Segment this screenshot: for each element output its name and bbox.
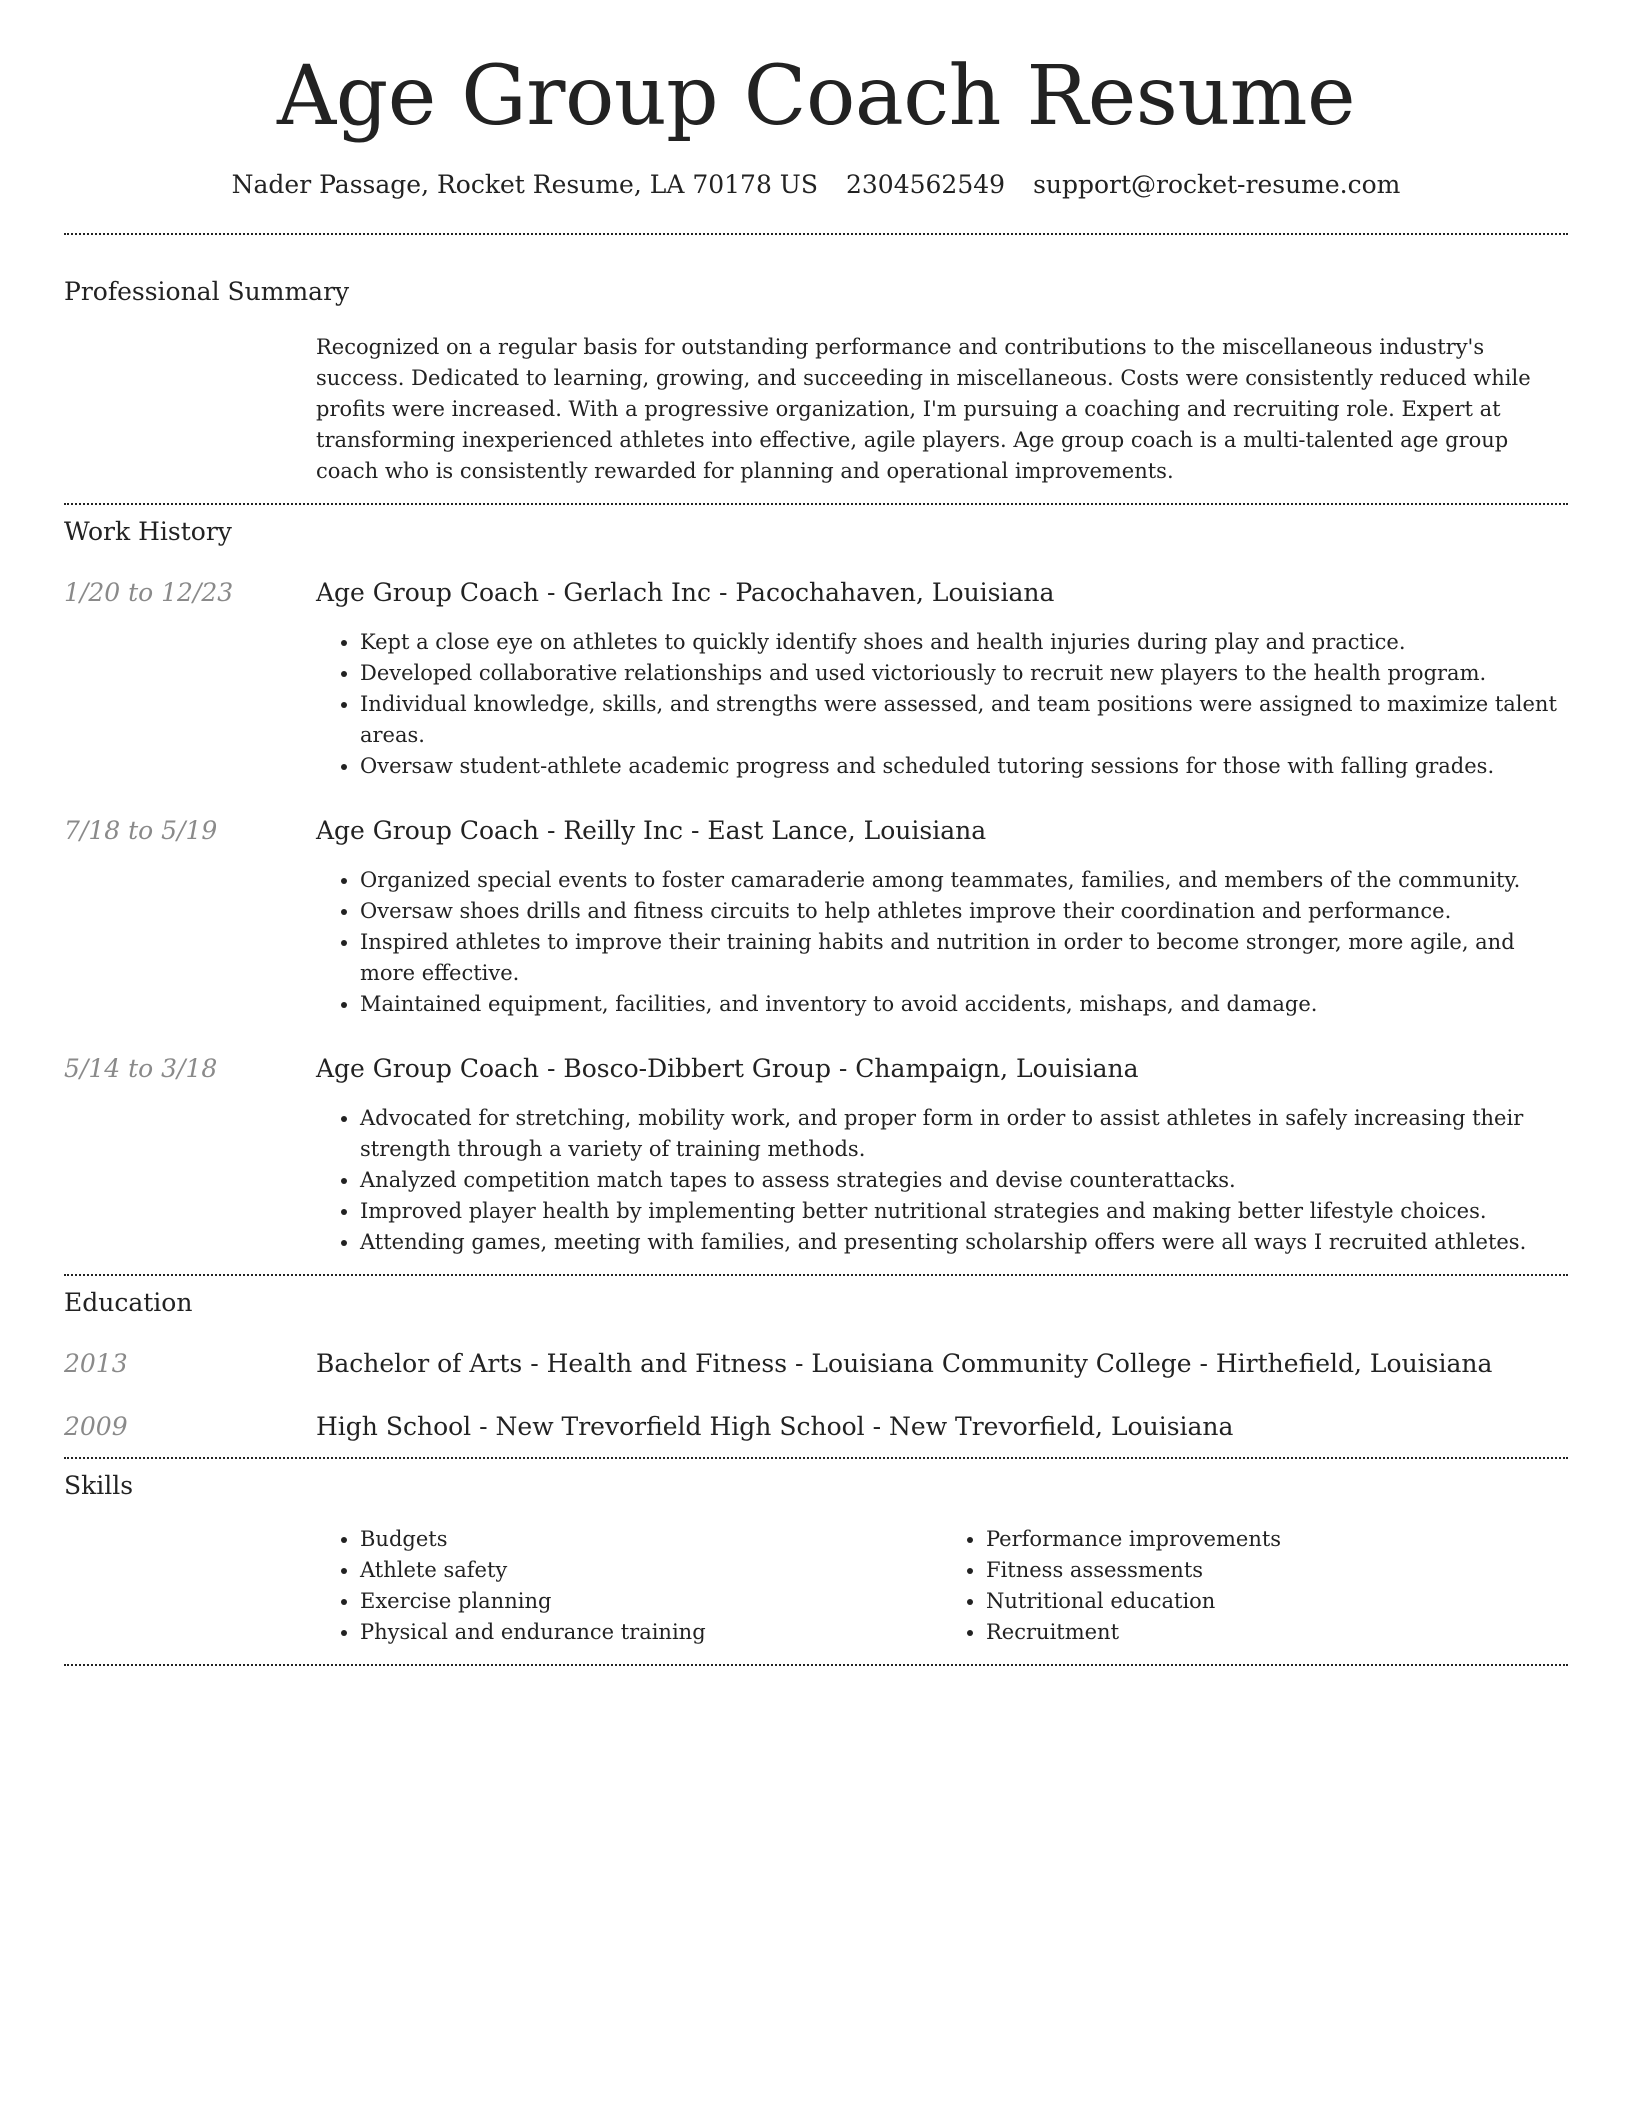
job-bullets: [316, 627, 1568, 782]
skill-item: • Performance improvements: [986, 1524, 1568, 1555]
skill-item: • Exercise planning: [360, 1586, 942, 1617]
contact-address: Nader Passage, Rocket Resume, LA 70178 US: [231, 170, 818, 199]
job-title: Age Group Coach - Reilly Inc - East Lance, Louisiana: [316, 816, 987, 845]
job-bullet: • Oversaw student-athlete academic progress and scheduled tutoring sessions for those with falling grades.: [360, 751, 1568, 782]
job-entry: [64, 816, 1568, 1020]
skill-item: • Athlete safety: [360, 1555, 942, 1586]
skill-item: • Nutritional education: [986, 1586, 1568, 1617]
skills-column-right: [942, 1524, 1568, 1648]
education-school: - Louisiana Community College - Hirthefield, Louisiana: [787, 1349, 1493, 1378]
education-heading: Education: [64, 1288, 193, 1317]
job-title: Age Group Coach - Bosco-Dibbert Group - Champaign, Louisiana: [316, 1054, 1139, 1083]
education-entry: [64, 1412, 1568, 1441]
education-year: 2013: [64, 1349, 128, 1378]
skills-column-left: [316, 1524, 942, 1648]
education-details: [316, 1349, 1492, 1378]
job-dates: 1/20 to 12/23: [64, 578, 234, 607]
education-school: - New Trevorfield High School - New Trevorfield, Louisiana: [471, 1412, 1234, 1441]
education-details: [316, 1412, 1233, 1441]
summary-text: Recognized on a regular basis for outstanding performance and contributions to the miscellaneous industry's success. Dedicated to learning, growing, and succeeding in miscellaneous. Costs were consistently reduced while profits were increased. With a progressive organization, I'm pursuing a coaching and recruiting role. Expert at transforming inexperienced athletes into effective, agile players. Age group coach is a multi-talented age group coach who is consistently rewarded for planning and operational improvements.: [316, 335, 1531, 483]
education-degree: High School: [316, 1412, 472, 1441]
job-title: Age Group Coach - Gerlach Inc - Pacochahaven, Louisiana: [316, 578, 1055, 607]
resume-title: Age Group Coach Resume: [277, 49, 1355, 144]
section-divider: [64, 503, 1568, 505]
contact-phone: 2304562549: [846, 170, 1006, 199]
job-bullet: • Developed collaborative relationships and used victoriously to recruit new players to the health program.: [360, 658, 1568, 689]
work-history-heading: Work History: [64, 517, 232, 546]
section-divider: [64, 1664, 1568, 1666]
summary-heading: Professional Summary: [64, 277, 350, 306]
skills-heading: Skills: [64, 1471, 134, 1500]
job-bullet: • Organized special events to foster camaraderie among teammates, families, and members of the community.: [360, 865, 1568, 896]
skill-item: • Fitness assessments: [986, 1555, 1568, 1586]
contact-email: support@rocket-resume.com: [1033, 170, 1401, 199]
job-bullet: • Individual knowledge, skills, and strengths were assessed, and team positions were assigned to maximize talent areas.: [360, 689, 1568, 751]
job-bullet: • Maintained equipment, facilities, and inventory to avoid accidents, mishaps, and damage.: [360, 989, 1568, 1020]
job-bullet: • Oversaw shoes drills and fitness circuits to help athletes improve their coordination and performance.: [360, 896, 1568, 927]
skill-item: • Budgets: [360, 1524, 942, 1555]
job-entry: [64, 578, 1568, 782]
contact-info: [64, 170, 1568, 199]
job-bullet: • Inspired athletes to improve their training habits and nutrition in order to become stronger, more agile, and more effective.: [360, 927, 1568, 989]
job-bullets: [316, 865, 1568, 1020]
section-divider: [64, 1457, 1568, 1459]
skill-item: • Physical and endurance training: [360, 1617, 942, 1648]
skill-item: • Recruitment: [986, 1617, 1568, 1648]
job-bullets: [316, 1103, 1568, 1258]
job-dates: 5/14 to 3/18: [64, 1054, 218, 1083]
job-bullet: • Improved player health by implementing better nutritional strategies and making better lifestyle choices.: [360, 1196, 1568, 1227]
job-entry: [64, 1054, 1568, 1258]
section-divider: [64, 233, 1568, 235]
job-bullet: • Kept a close eye on athletes to quickly identify shoes and health injuries during play and practice.: [360, 627, 1568, 658]
section-divider: [64, 1274, 1568, 1276]
education-entry: [64, 1349, 1568, 1378]
skills-list: [316, 1524, 1568, 1648]
education-degree: Bachelor of Arts - Health and Fitness: [316, 1349, 788, 1378]
education-year: 2009: [64, 1412, 128, 1441]
job-bullet: • Analyzed competition match tapes to assess strategies and devise counterattacks.: [360, 1165, 1568, 1196]
job-bullet: • Attending games, meeting with families, and presenting scholarship offers were all ways I recruited athletes.: [360, 1227, 1568, 1258]
job-dates: 7/18 to 5/19: [64, 816, 218, 845]
job-bullet: • Advocated for stretching, mobility work, and proper form in order to assist athletes in safely increasing their strength through a variety of training methods.: [360, 1103, 1568, 1165]
